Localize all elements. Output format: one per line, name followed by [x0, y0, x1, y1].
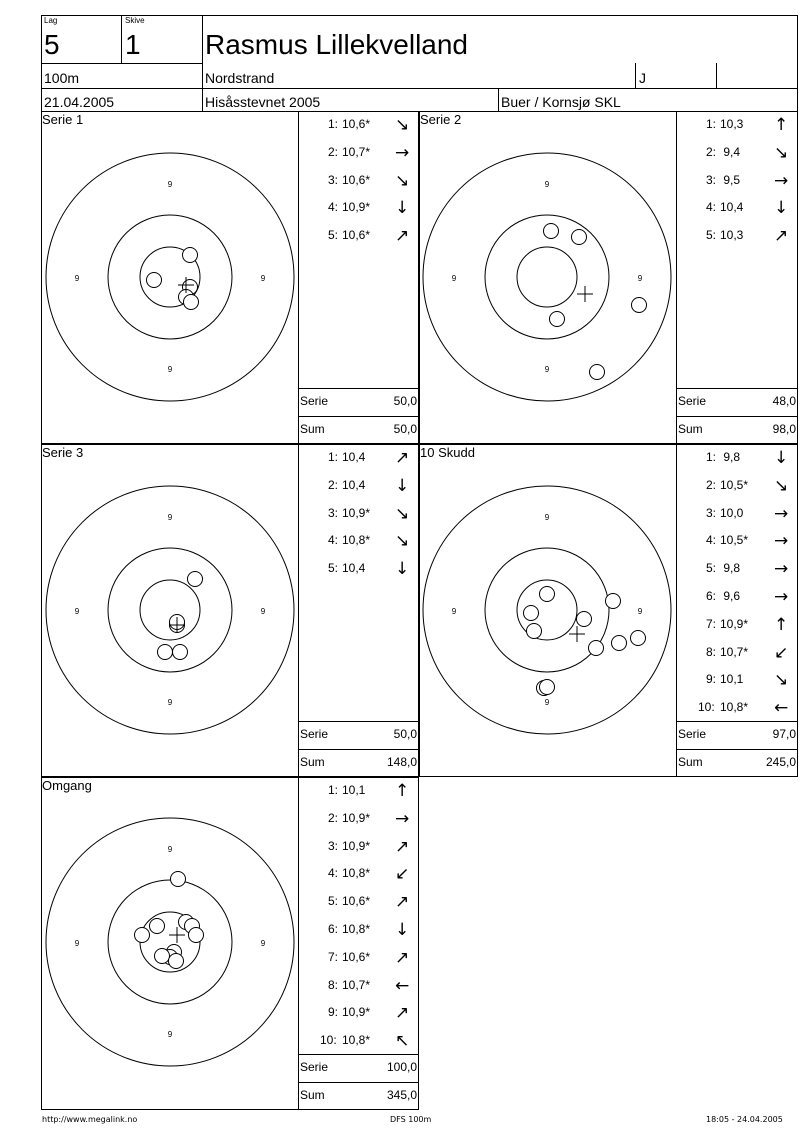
- shot-number: 5:: [328, 894, 339, 909]
- shot-value: 10,7*: [342, 977, 371, 992]
- shot-number: 5:: [706, 561, 717, 576]
- shot-value: 9,5: [720, 172, 741, 187]
- sum-label: Sum: [300, 422, 325, 436]
- footer-url: http://www.megalink.no: [42, 1115, 138, 1124]
- shot-hole: [189, 928, 204, 943]
- shot-value: 10,9*: [342, 1005, 371, 1020]
- ring-label: 9: [167, 698, 173, 707]
- panel-title: Omgang: [42, 778, 92, 793]
- shot-number: 7:: [328, 949, 339, 964]
- range: Buer / Kornsjø SKL: [501, 94, 621, 110]
- shot-value: 10,8*: [342, 866, 371, 881]
- shot-number: 9:: [328, 1005, 339, 1020]
- shot-hole: [155, 949, 170, 964]
- sum-label: Sum: [300, 1088, 325, 1102]
- shot-value: 10,4: [342, 561, 366, 576]
- serie-value: 97,0: [772, 727, 796, 741]
- shot-value: 9,4: [720, 144, 741, 159]
- shot-direction-arrow-icon: ↙: [774, 642, 789, 663]
- sum-value: 50,0: [393, 422, 417, 436]
- shot-number: 10:: [320, 1033, 337, 1048]
- sum-label: Sum: [678, 755, 703, 769]
- shot-direction-arrow-icon: ↘: [774, 475, 789, 496]
- shot-direction-arrow-icon: →: [774, 531, 789, 552]
- serie-value: 48,0: [772, 394, 796, 408]
- shot-hole: [150, 919, 165, 934]
- target-ring-middle: [108, 880, 232, 1004]
- shot-value: 10,5*: [720, 477, 749, 492]
- lag-value: 5: [44, 29, 60, 60]
- shot-number: 3:: [706, 172, 717, 187]
- shot-number: 4:: [706, 200, 717, 215]
- shot-value: 10,7*: [720, 644, 749, 659]
- distance: 100m: [44, 70, 80, 86]
- ring-label: 9: [544, 698, 550, 707]
- ring-label: 9: [544, 365, 550, 374]
- shot-value: 10,4: [342, 477, 366, 492]
- shot-value: 9,6: [720, 589, 741, 603]
- ring-label: 9: [167, 513, 173, 522]
- shot-number: 1:: [328, 117, 339, 131]
- ring-label: 9: [260, 607, 266, 616]
- shot-value: 10,5*: [720, 533, 749, 548]
- footer-program: DFS 100m: [390, 1115, 432, 1124]
- shot-hole: [135, 928, 150, 943]
- shot-number: 8:: [706, 644, 717, 659]
- shot-direction-arrow-icon: →: [395, 142, 410, 163]
- shot-number: 5:: [328, 561, 339, 576]
- shot-direction-arrow-icon: ↗: [395, 1003, 410, 1024]
- shot-number: 6:: [328, 922, 339, 936]
- shot-value: 10,9*: [342, 838, 371, 853]
- shot-number: 3:: [328, 172, 339, 187]
- shot-direction-arrow-icon: ↖: [395, 1031, 410, 1052]
- ring-label: 9: [74, 939, 80, 948]
- shot-value: 10,6*: [342, 172, 371, 187]
- panel-title: Serie 1: [42, 112, 84, 127]
- shot-direction-arrow-icon: ↘: [395, 115, 410, 135]
- shot-value: 10,8*: [342, 922, 371, 936]
- club: Nordstrand: [205, 70, 275, 86]
- footer-timestamp: 18:05 - 24.04.2005: [706, 1115, 783, 1124]
- shot-value: 10,8*: [342, 1033, 371, 1048]
- shot-value: 9,8: [720, 561, 741, 576]
- shot-value: 10,1: [720, 672, 744, 687]
- shot-direction-arrow-icon: →: [774, 170, 789, 191]
- sum-value: 148,0: [386, 755, 417, 769]
- shot-number: 3:: [328, 505, 339, 520]
- ring-label: 9: [167, 845, 173, 854]
- serie-value: 100,0: [386, 1060, 417, 1074]
- serie-label: Serie: [300, 394, 329, 408]
- shot-direction-arrow-icon: ↘: [774, 142, 789, 163]
- shot-direction-arrow-icon: ↗: [395, 226, 410, 247]
- shot-value: 10,7*: [342, 144, 371, 159]
- sum-label: Sum: [678, 422, 703, 436]
- ring-label: 9: [637, 274, 643, 283]
- shot-value: 10,8*: [342, 533, 371, 548]
- shot-number: 3:: [328, 838, 339, 853]
- shot-number: 8:: [328, 977, 339, 992]
- target-ring-outer: [46, 818, 294, 1066]
- ring-label: 9: [167, 180, 173, 189]
- shot-number: 2:: [706, 477, 717, 492]
- ring-label: 9: [167, 365, 173, 374]
- ring-label: 9: [260, 274, 266, 283]
- shot-direction-arrow-icon: →: [774, 587, 789, 607]
- shot-direction-arrow-icon: ↗: [774, 226, 789, 247]
- shot-value: 10,6*: [342, 228, 371, 243]
- shot-number: 2:: [328, 810, 339, 825]
- ring-label: 9: [167, 1030, 173, 1039]
- shot-number: 9:: [706, 672, 717, 687]
- shot-number: 1:: [706, 450, 717, 464]
- ring-label: 9: [544, 513, 550, 522]
- shot-direction-arrow-icon: ↘: [395, 170, 410, 191]
- shot-value: 10,6*: [342, 117, 371, 131]
- shot-value: 10,9*: [342, 505, 371, 520]
- shot-direction-arrow-icon: →: [395, 808, 410, 829]
- shot-number: 6:: [706, 589, 717, 603]
- sum-value: 345,0: [386, 1088, 417, 1102]
- panel-title: 10 Skudd: [420, 445, 475, 460]
- serie-label: Serie: [678, 727, 707, 741]
- ring-label: 9: [260, 939, 266, 948]
- shot-direction-arrow-icon: →: [774, 503, 789, 524]
- ring-label: 9: [637, 607, 643, 616]
- shot-number: 7:: [706, 616, 717, 631]
- shot-value: 10,0: [720, 505, 744, 520]
- ring-label: 9: [74, 607, 80, 616]
- ring-label: 9: [74, 274, 80, 283]
- shot-number: 2:: [706, 144, 717, 159]
- shot-direction-arrow-icon: ↑: [774, 115, 789, 135]
- serie-label: Serie: [300, 1060, 329, 1074]
- shot-number: 4:: [328, 866, 339, 881]
- shot-direction-arrow-icon: ↗: [395, 836, 410, 857]
- shot-value: 10,3: [720, 228, 744, 243]
- shot-number: 5:: [706, 228, 717, 243]
- date: 21.04.2005: [44, 94, 115, 110]
- shot-value: 10,4: [720, 200, 744, 215]
- shot-number: 1:: [328, 450, 339, 464]
- shot-number: 2:: [328, 144, 339, 159]
- shot-number: 4:: [328, 533, 339, 548]
- shot-direction-arrow-icon: ↓: [774, 448, 789, 468]
- shot-value: 10,3: [720, 117, 744, 131]
- shot-direction-arrow-icon: ↓: [395, 559, 410, 580]
- serie-label: Serie: [678, 394, 707, 408]
- shot-direction-arrow-icon: ↓: [395, 475, 410, 496]
- serie-value: 50,0: [393, 727, 417, 741]
- shot-hole: [171, 872, 186, 887]
- shot-number: 1:: [328, 783, 339, 797]
- shot-direction-arrow-icon: ↘: [395, 531, 410, 552]
- ring-label: 9: [451, 274, 457, 283]
- shot-direction-arrow-icon: ↗: [395, 448, 410, 468]
- sum-value: 98,0: [772, 422, 796, 436]
- shot-direction-arrow-icon: ↘: [774, 670, 789, 691]
- panel-title: Serie 3: [42, 445, 84, 460]
- shot-value: 10,9*: [720, 616, 749, 631]
- shot-number: 4:: [706, 533, 717, 548]
- skive-value: 1: [125, 29, 141, 60]
- event: Hisåsstevnet 2005: [205, 94, 321, 110]
- shot-value: 10,6*: [342, 894, 371, 909]
- lag-label: Lag: [44, 16, 58, 25]
- shot-value: 10,1: [342, 783, 366, 797]
- shot-direction-arrow-icon: ↗: [395, 947, 410, 968]
- ring-label: 9: [451, 607, 457, 616]
- ring-label: 9: [544, 180, 550, 189]
- shot-value: 10,8*: [720, 700, 749, 715]
- skive-label: Skive: [125, 16, 145, 25]
- sum-label: Sum: [300, 755, 325, 769]
- shot-direction-arrow-icon: ↑: [395, 781, 410, 801]
- shot-direction-arrow-icon: ↑: [774, 614, 789, 635]
- sum-value: 245,0: [765, 755, 796, 769]
- shot-direction-arrow-icon: ←: [395, 975, 410, 996]
- shot-direction-arrow-icon: ↙: [395, 864, 410, 885]
- shot-value: 10,4: [342, 450, 366, 464]
- shot-number: 1:: [706, 117, 717, 131]
- serie-label: Serie: [300, 727, 329, 741]
- serie-value: 50,0: [393, 394, 417, 408]
- shot-number: 2:: [328, 477, 339, 492]
- shot-direction-arrow-icon: ↓: [774, 198, 789, 219]
- shot-direction-arrow-icon: ↘: [395, 503, 410, 524]
- shot-direction-arrow-icon: ↓: [395, 920, 410, 940]
- shot-value: 10,9*: [342, 810, 371, 825]
- shot-direction-arrow-icon: ↓: [395, 198, 410, 219]
- shot-number: 4:: [328, 200, 339, 215]
- panel-title: Serie 2: [420, 112, 462, 127]
- class: J: [639, 70, 646, 86]
- shot-direction-arrow-icon: ↗: [395, 892, 410, 913]
- shooter-name: Rasmus Lillekvelland: [205, 29, 469, 60]
- shot-direction-arrow-icon: ←: [774, 698, 789, 719]
- shot-value: 9,8: [720, 450, 741, 464]
- shot-hole: [169, 954, 184, 969]
- shot-number: 3:: [706, 505, 717, 520]
- shot-number: 10:: [698, 700, 715, 715]
- shot-value: 10,9*: [342, 200, 371, 215]
- shot-value: 10,6*: [342, 949, 371, 964]
- shot-number: 5:: [328, 228, 339, 243]
- shot-direction-arrow-icon: →: [774, 559, 789, 580]
